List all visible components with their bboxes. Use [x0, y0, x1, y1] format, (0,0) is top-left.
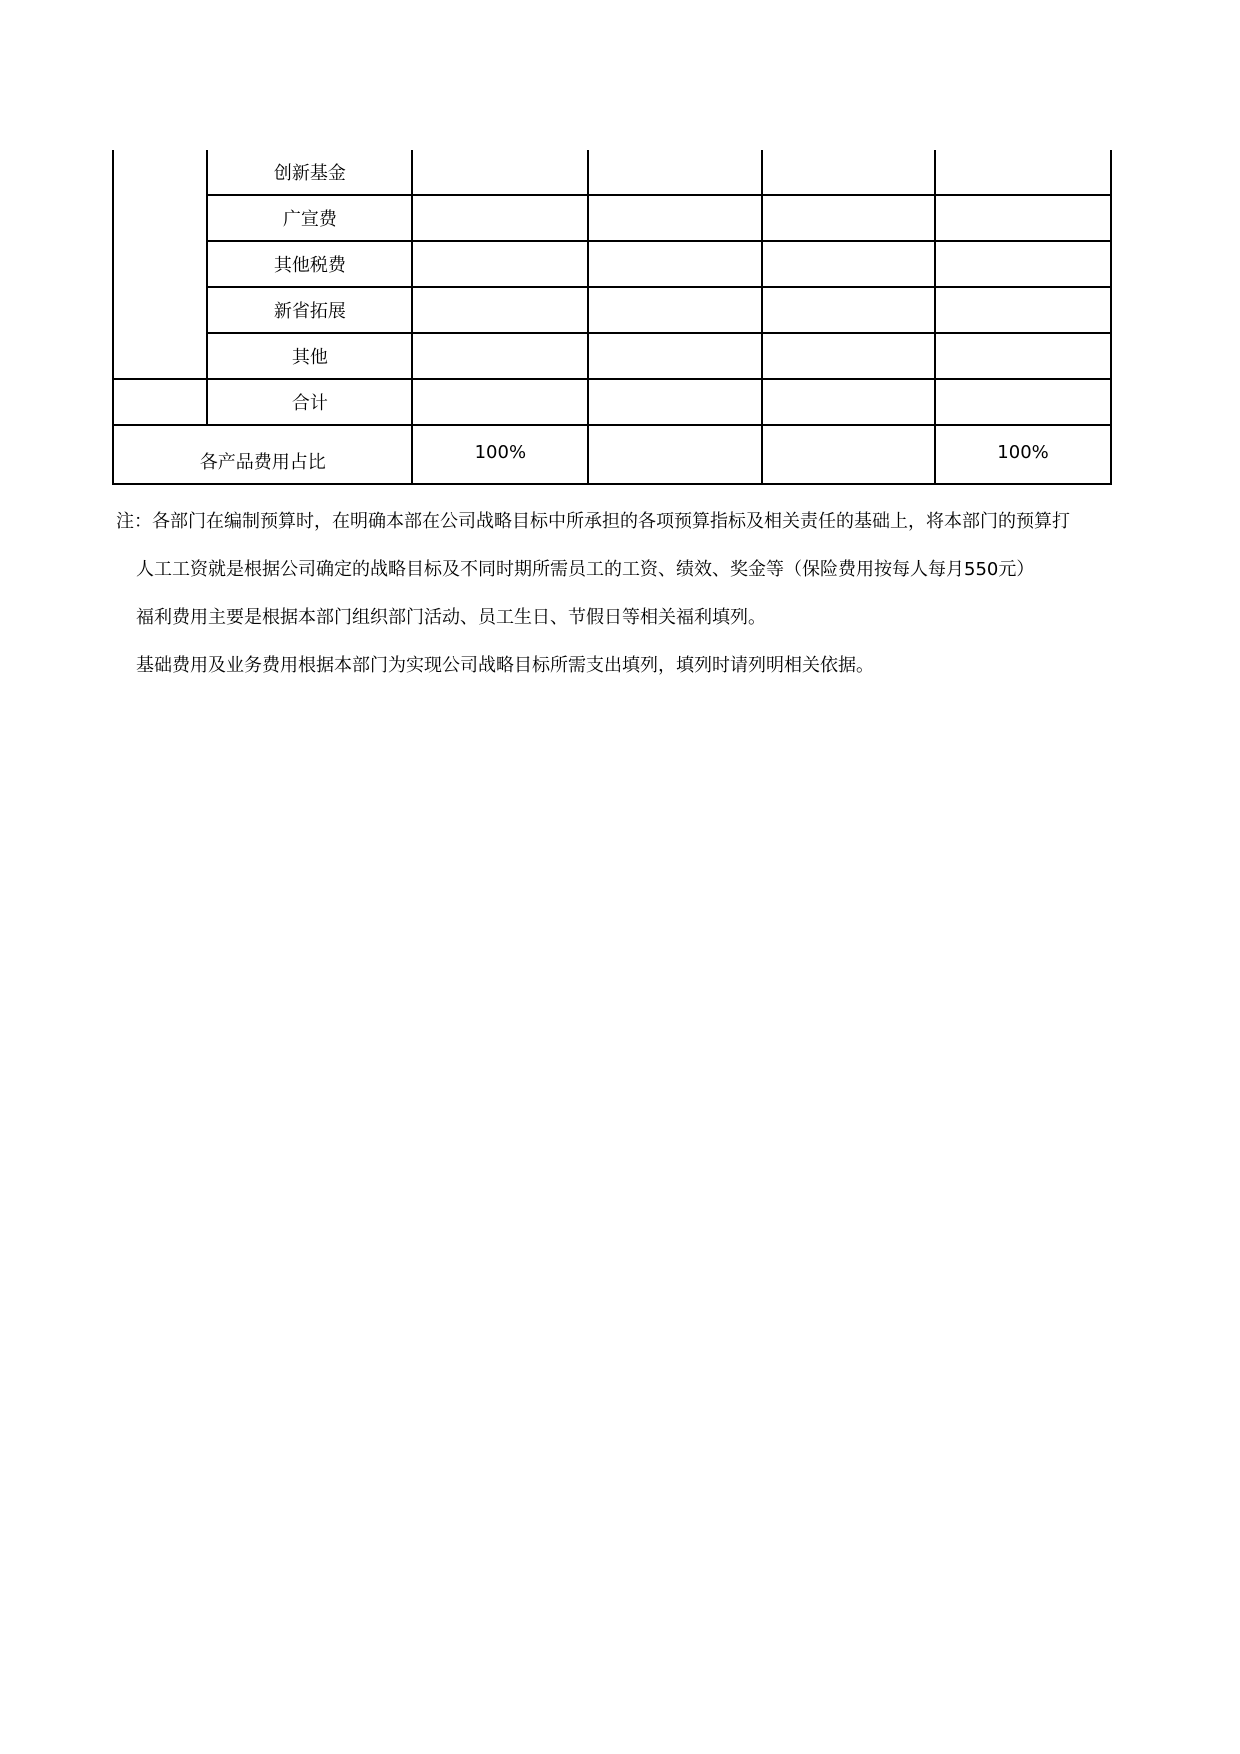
row-label: 新省拓展	[207, 287, 412, 333]
category-cell	[113, 379, 207, 425]
value-cell	[412, 333, 588, 379]
notes-section	[116, 498, 1112, 690]
table-row	[113, 241, 1111, 287]
share-row	[113, 425, 1111, 484]
value-cell	[762, 287, 935, 333]
value-cell	[935, 333, 1111, 379]
value-cell	[762, 150, 935, 195]
note-line: 基础费用及业务费用根据本部门为实现公司战略目标所需支出填列，填列时请列明相关依据。	[136, 655, 874, 676]
value-cell	[412, 195, 588, 241]
value-cell	[762, 241, 935, 287]
table-row	[113, 287, 1111, 333]
value-cell	[412, 287, 588, 333]
value-cell	[588, 333, 761, 379]
value-cell	[588, 287, 761, 333]
value-cell	[588, 195, 761, 241]
total-row	[113, 379, 1111, 425]
category-cell	[113, 150, 207, 379]
table-row	[113, 195, 1111, 241]
value-cell	[762, 379, 935, 425]
value-cell	[588, 150, 761, 195]
share-value	[762, 425, 935, 484]
value-cell	[588, 379, 761, 425]
table-row	[113, 333, 1111, 379]
note-line: 福利费用主要是根据本部门组织部门活动、员工生日、节假日等相关福利填列。	[136, 607, 766, 628]
row-label: 其他	[207, 333, 412, 379]
value-cell	[762, 195, 935, 241]
value-cell	[412, 379, 588, 425]
note-line: 人工工资就是根据公司确定的战略目标及不同时期所需员工的工资、绩效、奖金等（保险费用按每人每月550元）	[136, 559, 1035, 580]
budget-table-region	[112, 150, 1112, 490]
share-value: 100%	[412, 425, 588, 484]
value-cell	[412, 150, 588, 195]
share-value	[588, 425, 761, 484]
value-cell	[935, 379, 1111, 425]
table-row	[113, 150, 1111, 195]
value-cell	[588, 241, 761, 287]
row-label: 创新基金	[207, 150, 412, 195]
budget-table	[112, 150, 1112, 485]
row-label: 广宣费	[207, 195, 412, 241]
row-label: 其他税费	[207, 241, 412, 287]
value-cell	[935, 150, 1111, 195]
note-line: 注：各部门在编制预算时，在明确本部在公司战略目标中所承担的各项预算指标及相关责任的基础上，将本部门的预算打	[116, 511, 1070, 532]
share-value: 100%	[935, 425, 1111, 484]
value-cell	[762, 333, 935, 379]
value-cell	[935, 195, 1111, 241]
value-cell	[935, 241, 1111, 287]
row-label: 合计	[207, 379, 412, 425]
value-cell	[412, 241, 588, 287]
value-cell	[935, 287, 1111, 333]
share-label: 各产品费用占比	[113, 425, 412, 484]
